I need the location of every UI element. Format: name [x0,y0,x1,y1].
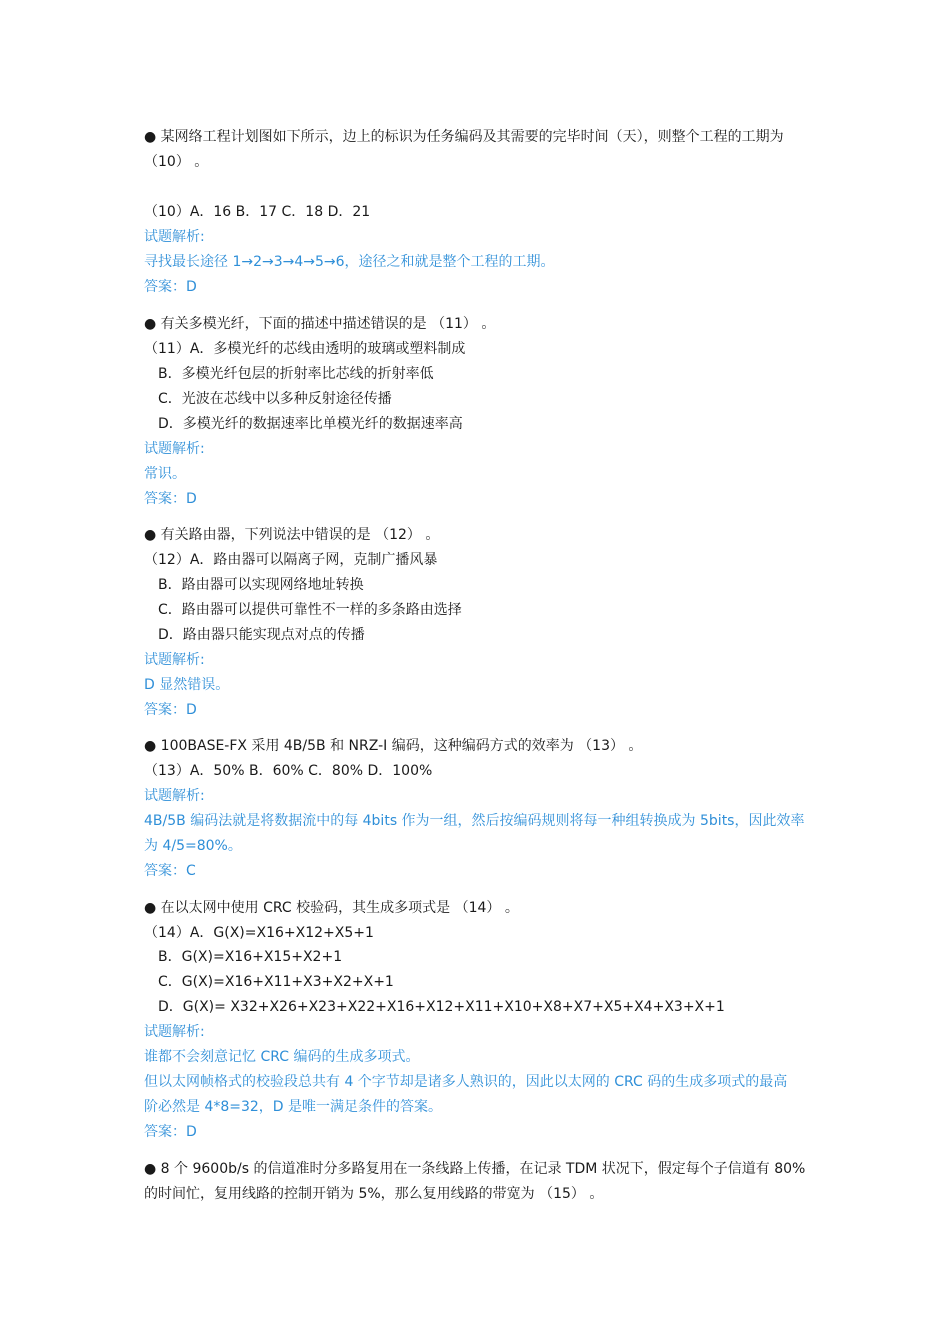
q11-answer: 答案：D [144,491,197,507]
q13-analysis-label: 试题解析: [144,788,205,804]
q14-analysis-line3: 阶必然是 4*8=32，D 是唯一满足条件的答案。 [144,1099,443,1115]
q10-answer: 答案：D [144,279,197,295]
q14-analysis-label: 试题解析: [144,1024,205,1040]
q12-analysis-label: 试题解析: [144,652,205,668]
q12-stem: ● 有关路由器，下列说法中错误的是 （12） 。 [144,527,440,543]
q11-option-a: （11）A．多模光纤的芯线由透明的玻璃或塑料制成 [144,341,466,357]
q12-option-d: D．路由器只能实现点对点的传播 [144,627,365,643]
q13-options: （13）A．50% B．60% C．80% D．100% [144,763,433,779]
q15-stem-line1: ● 8 个 9600b/s 的信道准时分多路复用在一条线路上传播，在记录 TDM 状况下，假定每个子信道有 80% [144,1161,806,1177]
q14-option-a: （14）A．G(X)=X16+X12+X5+1 [144,925,374,941]
q11-option-b: B．多模光纤包层的折射率比芯线的折射率低 [144,366,434,382]
q10-stem-line1: ● 某网络工程计划图如下所示，边上的标识为任务编码及其需要的完毕时间（天），则整个工程的工期为 [144,129,784,145]
q12-option-a: （12）A．路由器可以隔离子网，克制广播风暴 [144,552,438,568]
q11-analysis-label: 试题解析: [144,441,205,457]
q13-answer: 答案：C [144,863,196,879]
q10-stem-line2: （10） 。 [144,154,209,170]
q13-analysis-line2: 为 4/5=80%。 [144,838,242,854]
q10-analysis-label: 试题解析: [144,229,205,245]
q11-stem: ● 有关多模光纤，下面的描述中描述错误的是 （11） 。 [144,316,496,332]
q12-option-b: B．路由器可以实现网络地址转换 [144,577,364,593]
q13-stem: ● 100BASE-FX 采用 4B/5B 和 NRZ-I 编码，这种编码方式的效率为 （13） 。 [144,738,643,754]
q14-option-d: D．G(X)= X32+X26+X23+X22+X16+X12+X11+X10+X8+X7+X5+X4+X3+X+1 [144,999,725,1015]
q14-stem: ● 在以太网中使用 CRC 校验码，其生成多项式是 （14） 。 [144,900,519,916]
q12-answer: 答案：D [144,702,197,718]
q14-option-b: B．G(X)=X16+X15+X2+1 [144,949,343,965]
q15-stem-line2: 的时间忙，复用线路的控制开销为 5%，那么复用线路的带宽为 （15） 。 [144,1186,604,1202]
q14-answer: 答案：D [144,1124,197,1140]
q10-options: （10）A．16 B．17 C．18 D．21 [144,204,371,220]
q14-analysis-line1: 谁都不会刻意记忆 CRC 编码的生成多项式。 [144,1049,420,1065]
q14-option-c: C．G(X)=X16+X11+X3+X2+X+1 [144,974,394,990]
q11-option-c: C．光波在芯线中以多种反射途径传播 [144,391,392,407]
q12-analysis-line: D 显然错误。 [144,677,230,693]
q14-analysis-line2: 但以太网帧格式的校验段总共有 4 个字节却是诸多人熟识的，因此以太网的 CRC 码的生成多项式的最高 [144,1074,788,1090]
q12-option-c: C．路由器可以提供可靠性不一样的多条路由选择 [144,602,462,618]
q11-analysis-line: 常识。 [144,466,186,482]
q10-analysis-line: 寻找最长途径 1→2→3→4→5→6，途径之和就是整个工程的工期。 [144,254,555,270]
q13-analysis-line1: 4B/5B 编码法就是将数据流中的每 4bits 作为一组，然后按编码规则将每一种组转换成为 5bits，因此效率 [144,813,805,829]
q11-option-d: D．多模光纤的数据速率比单模光纤的数据速率高 [144,416,463,432]
